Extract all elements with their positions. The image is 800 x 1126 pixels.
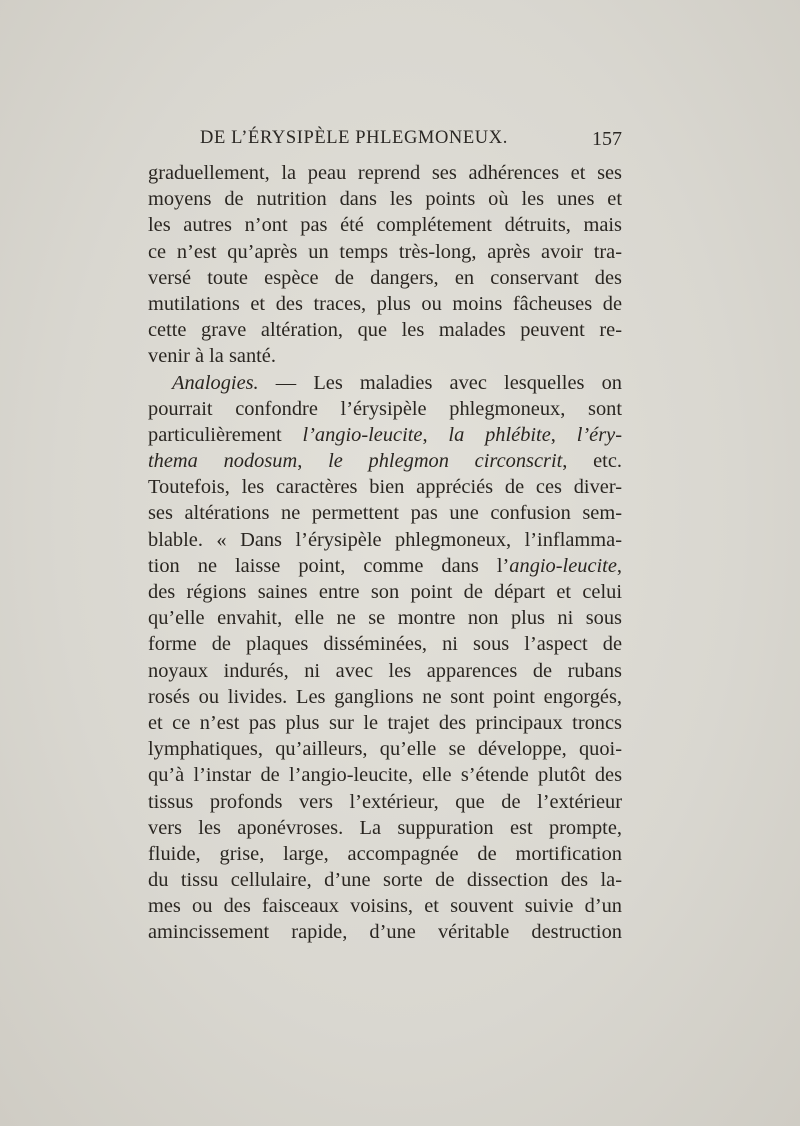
text-line [148,841,622,867]
text-run: moyens de nutrition dans les points où les unes et [148,188,622,211]
text-line [148,291,622,317]
text-run: du tissu cellulaire, d’une sorte de dissection des la- [148,869,622,892]
text-run: mutilations et des traces, plus ou moins fâcheuses de [148,292,622,315]
text-line [148,474,622,500]
body-text [148,160,622,946]
text-line [148,736,622,762]
italic-text: l’angio-leucite [302,423,423,446]
text-run: , [422,423,449,446]
text-run: des régions saines entre son point de départ et celui [148,581,622,603]
text-run: graduellement, la peau reprend ses adhérences et ses [148,162,622,184]
text-line [148,919,622,945]
text-line [148,422,622,448]
text-line [148,212,622,238]
text-line [148,893,622,919]
text-line [148,343,622,369]
italic-text: Analogies. [172,371,259,394]
page-header [148,128,622,158]
text-run: mes ou des faisceaux voisins, et souvent suivie d’un [148,895,622,918]
text-line [148,265,622,291]
text-run: blable. « Dans l’érysipèle phlegmoneux, l’inflamma- [148,528,622,551]
text-run: qu’elle envahit, elle ne se montre non plus ni sous [148,607,622,630]
text-line [148,579,622,605]
text-run: qu’à l’instar de l’angio-leucite, elle s’étende plutôt des [148,764,622,787]
text-line [148,762,622,788]
running-title: DE L’ÉRYSIPÈLE PHLEGMONEUX. [200,128,508,148]
text-line [148,710,622,736]
text-line [148,396,622,422]
italic-text: angio-leucite [509,554,617,577]
text-line [148,553,622,579]
text-line [148,658,622,684]
text-line [148,448,622,474]
text-line [148,239,622,265]
text-run: , [550,423,577,446]
text-line [148,631,622,657]
text-run: les autres n’ont pas été complétement détruits, mais [148,214,622,237]
page-number: 157 [592,128,622,150]
text-line [148,605,622,631]
text-line [148,789,622,815]
italic-text: la phlébite [448,423,551,446]
italic-text: l’éry- [576,423,622,446]
text-run: tissus profonds vers l’extérieur, que de l’extérieur [148,790,622,813]
text-run: et ce n’est pas plus sur le trajet des principaux troncs [148,711,622,734]
text-run: vers les aponévroses. La suppuration est prompte, [148,816,622,839]
text-run: ses altérations ne permettent pas une confusion sem- [148,502,622,525]
text-line [148,186,622,212]
text-line [148,500,622,526]
text-run: rosés ou livides. Les ganglions ne sont point engorgés, [148,685,622,708]
text-run: , [616,554,622,577]
text-run: particulièrement [148,423,303,446]
text-line [148,370,622,396]
text-run: — Les maladies avec lesquelles on [258,371,622,394]
text-line [148,160,622,186]
italic-text: le phlegmon circonscrit [328,450,563,473]
text-run: fluide, grise, large, accompagnée de mortification [148,842,622,865]
text-run: , [297,450,329,473]
text-run: ce n’est qu’après un temps très-long, après avoir tra- [148,240,622,263]
text-run: amincissement rapide, d’une véritable destruction [148,921,622,944]
text-run: forme de plaques disséminées, ni sous l’aspect de [148,633,622,656]
text-run: lymphatiques, qu’ailleurs, qu’elle se développe, quoi- [148,738,622,761]
text-line [148,684,622,710]
text-line [148,317,622,343]
text-line [148,815,622,841]
text-run: tion ne laisse point, comme dans l’ [148,554,510,577]
text-run: venir à la santé. [148,345,276,368]
text-run: versé toute espèce de dangers, en conservant des [148,266,622,289]
text-run: Toutefois, les caractères bien appréciés de ces diver- [148,476,622,499]
text-run: , etc. [562,450,622,473]
text-run: pourrait confondre l’érysipèle phlegmoneux, sont [148,397,622,420]
italic-text: thema nodosum [148,450,298,473]
text-line [148,867,622,893]
text-line [148,527,622,553]
text-run: cette grave altération, que les malades peuvent re- [148,319,622,342]
text-run: noyaux indurés, ni avec les apparences de rubans [148,659,622,682]
